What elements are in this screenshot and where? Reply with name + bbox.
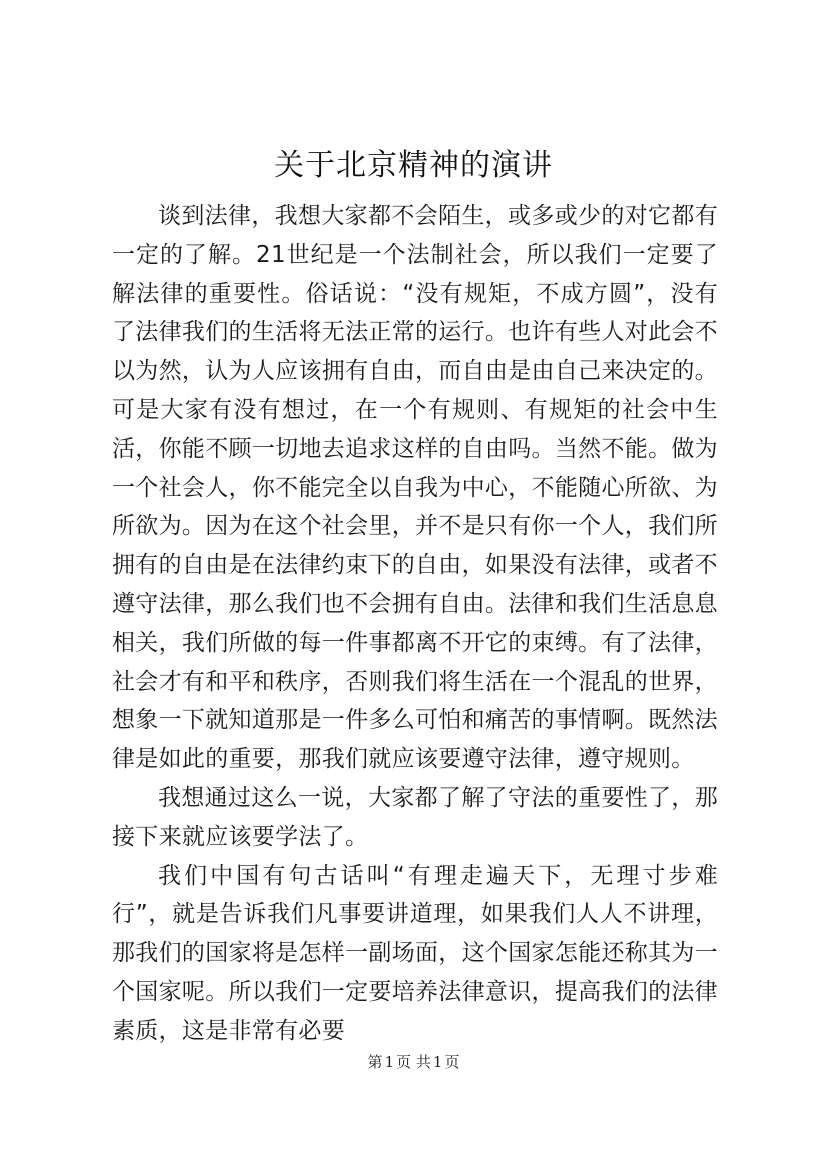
- page-number: 1: [384, 1053, 395, 1071]
- page-label-prefix: 第: [367, 1053, 383, 1071]
- paragraph-3: 我们中国有句古话叫“有理走遍天下，无理寸步难行”，就是告诉我们凡事要讲道理，如果我们人人不讲理，那我们的国家将是怎样一副场面，这个国家怎能还称其为一个国家呢。所以我们一定要培养法律意识，提高我们的法律素质，这是非常有必要: [112, 862, 718, 1044]
- paragraph-2: 我想通过这么一说，大家都了解了守法的重要性了，那接下来就应该要学法了。: [112, 784, 718, 850]
- total-pages: 1: [432, 1053, 443, 1071]
- document-body: [112, 197, 718, 1051]
- page-label-mid: 页 共: [396, 1053, 431, 1071]
- paragraph-1: 谈到法律，我想大家都不会陌生，或多或少的对它都有一定的了解。21世纪是一个法制社会，所以我们一定要了解法律的重要性。俗话说：“没有规矩，不成方圆”，没有了法律我们的生活将无法正常的运行。也许有些人对此会不以为然，认为人应该拥有自由，而自由是由自己来决定的。可是大家有没有想过，在一个有规则、有规矩的社会中生活，你能不顾一切地去追求这样的自由吗。当然不能。做为一个社会人，你不能完全以自我为中心，不能随心所欲、为所欲为。因为在这个社会里，并不是只有你一个人，我们所拥有的自由是在法律约束下的自由，如果没有法律，或者不遵守法律，那么我们也不会拥有自由。法律和我们生活息息相关，我们所做的每一件事都离不开它的束缚。有了法律，社会才有和平和秩序，否则我们将生活在一个混乱的世界，想象一下就知道那是一件多么可怕和痛苦的事情啊。既然法律是如此的重要，那我们就应该要遵守法律，遵守规则。: [112, 203, 718, 773]
- page-footer: [0, 1052, 827, 1072]
- document-title: 关于北京精神的演讲: [274, 148, 553, 183]
- page-label-suffix: 页: [444, 1053, 460, 1071]
